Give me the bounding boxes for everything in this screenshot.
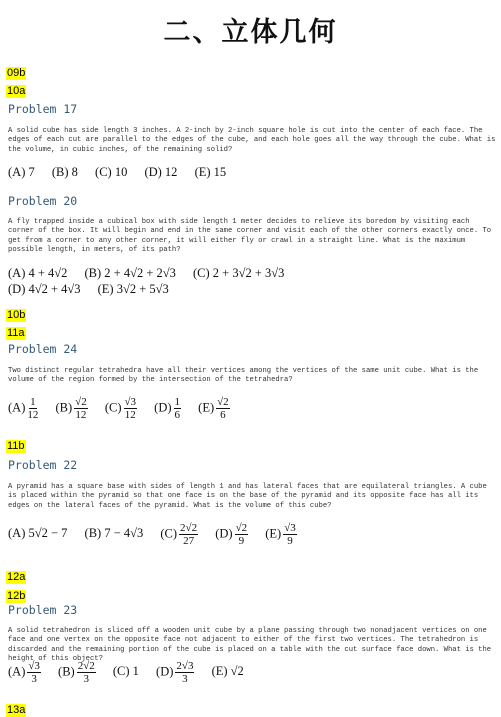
page-title: 二、立体几何 xyxy=(163,17,338,48)
choice-d: (D) $\frac{2√3}{3}$ xyxy=(156,660,194,685)
choice-c: (C) 2 + 3√2 + 3√3 xyxy=(193,266,285,280)
choice-c: (C) 1 xyxy=(112,664,139,679)
problem-heading: Problem 23 xyxy=(8,603,78,617)
choice-c: (C) 10 xyxy=(95,165,128,179)
tag-10b: 10b xyxy=(7,309,26,321)
answer-choices xyxy=(8,522,311,547)
problem-heading: Problem 24 xyxy=(8,342,78,356)
problem-text: Two distinct regular tetrahedra have all their vertices among the vertices of the same unit cube. What is the volume of the region formed by the intersection of the tetrahedra? xyxy=(8,367,479,385)
choice-d: (D) 4√2 + 4√3 xyxy=(8,282,81,296)
problem-heading: Problem 20 xyxy=(8,194,78,208)
choice-b: (B) 2 + 4√2 + 2√3 xyxy=(84,266,176,280)
choice-b: (B) 7 − 4√3 xyxy=(84,526,144,541)
choice-d: (D) 12 xyxy=(144,165,178,179)
tag-11b: 11b xyxy=(7,440,25,452)
tag-10a: 10a xyxy=(7,85,26,97)
answer-choices xyxy=(8,282,183,297)
choice-b: (B) $\frac{√2}{12}$ xyxy=(55,396,87,421)
problem-heading: Problem 22 xyxy=(8,458,78,472)
choice-a: (A) $\frac{√3}{3}$ xyxy=(8,660,40,685)
tag-12b: 12b xyxy=(7,590,26,602)
choice-a: (A) 4 + 4√2 xyxy=(8,266,68,280)
choice-e: (E) $\frac{√3}{9}$ xyxy=(265,522,296,547)
choice-e: (E) $\frac{√2}{6}$ xyxy=(198,396,229,421)
choice-a: (A) $\frac{1}{12}$ xyxy=(8,396,39,421)
tag-11a: 11a xyxy=(7,327,25,339)
problem-text: A fly trapped inside a cubical box with side length 1 meter decides to relieve its boredom by visiting each corner of the box. It will begin and end in the same corner and visit each of the other corners exactly once. To get from a corner to any other corner, it will either fly or crawl in a straight line. What is the maximum possible length, in meters, of its path? xyxy=(8,218,492,255)
tag-13a: 13a xyxy=(7,704,26,716)
answer-choices xyxy=(8,396,244,421)
choice-e: (E) √2 xyxy=(211,664,244,679)
problem-heading: Problem 17 xyxy=(8,102,78,116)
problem-text: A pyramid has a square base with sides of length 1 and has lateral faces that are equilateral triangles. A cube is placed within the pyramid so that one face is on the base of the pyramid and its opposite face has all its edges on the lateral faces of the pyramid. What is the volume of this cube? xyxy=(8,483,487,510)
choice-a: (A) 7 xyxy=(8,165,35,179)
problem-text: A solid cube has side length 3 inches. A 2-inch by 2-inch square hole is cut into the center of each face. The edges of each cut are parallel to the edges of the cube, and each hole goes all the way through the cube. What is the volume, in cubic inches, of the remaining solid? xyxy=(8,127,496,154)
choice-a: (A) 5√2 − 7 xyxy=(8,526,68,541)
choice-d: (D) $\frac{√2}{9}$ xyxy=(215,522,248,547)
choice-b: (B) $\frac{2√2}{3}$ xyxy=(58,660,95,685)
tag-09b: 09b xyxy=(7,67,26,79)
tag-12a: 12a xyxy=(7,571,26,583)
choice-e: (E) 3√2 + 5√3 xyxy=(97,282,169,296)
answer-choices xyxy=(8,660,258,685)
choice-e: (E) 15 xyxy=(194,165,227,179)
choice-c: (C) $\frac{2√2}{27}$ xyxy=(160,522,198,547)
choice-b: (B) 8 xyxy=(51,165,78,179)
answer-choices xyxy=(8,266,298,281)
choice-c: (C) $\frac{√3}{12}$ xyxy=(104,396,137,421)
problem-text: A solid tetrahedron is sliced off a wooden unit cube by a plane passing through two nonadjacent vertices on one face and one vertex on the opposite face not adjacent to either of the first two vertices. The tetrahedron is discarded and the remaining portion of the cube is placed on a table with the cut surface face down. What is the height of this object? xyxy=(8,627,492,664)
answer-choices xyxy=(8,165,240,180)
choice-d: (D) $\frac{1}{6}$ xyxy=(154,396,181,421)
